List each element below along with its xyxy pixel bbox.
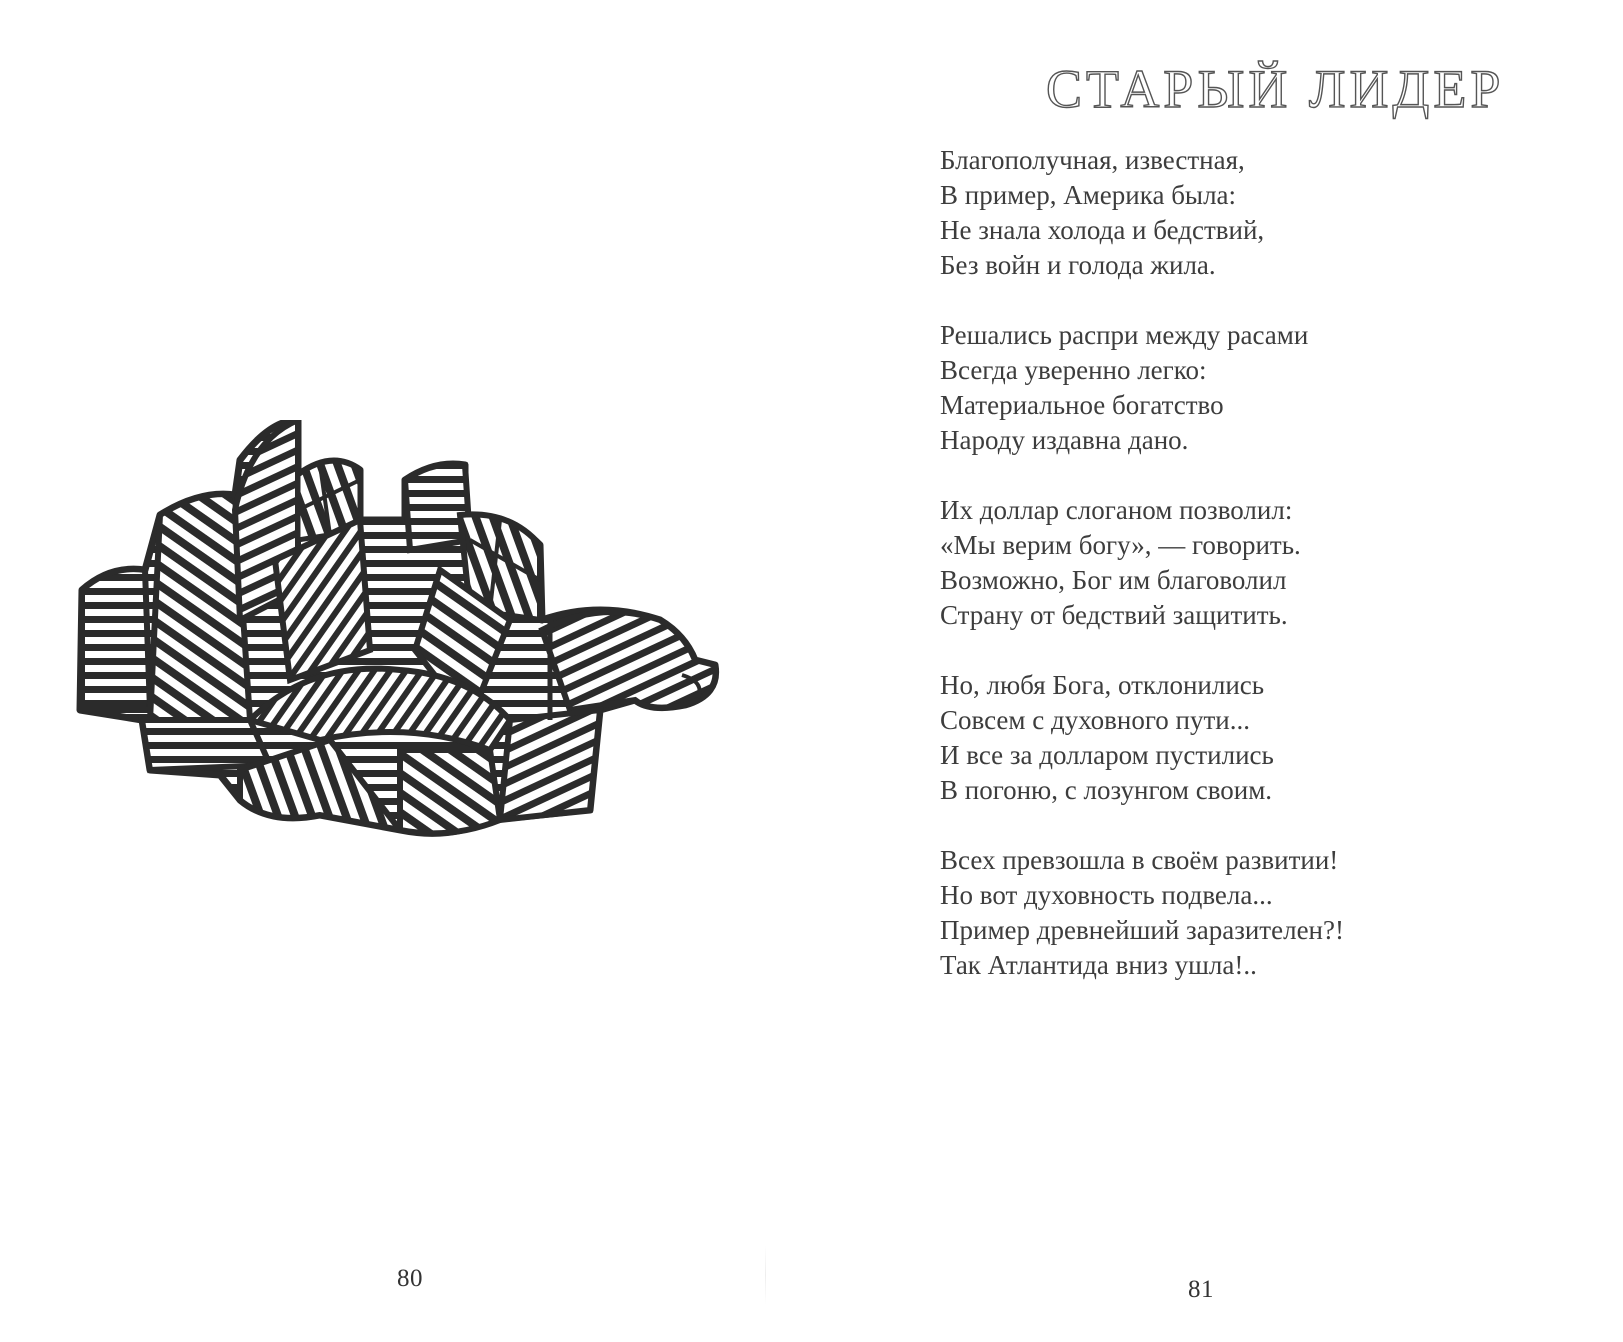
striped-ink-illustration [70, 420, 750, 860]
stanza-5 [940, 843, 1590, 983]
poem-line: Материальное богатство [940, 390, 1224, 420]
poem-line: Возможно, Бог им благоволил [940, 565, 1287, 595]
poem-line: Но, любя Бога, отклонились [940, 670, 1265, 700]
stanza-4 [940, 668, 1590, 808]
poem-body [940, 143, 1590, 1018]
poem-line: Без войн и голода жила. [940, 250, 1216, 280]
poem-line: Всегда уверенно легко: [940, 355, 1207, 385]
poem-title: СТАРЫЙ ЛИДЕР [1046, 59, 1505, 119]
poem-line: Всех превзошла в своём развитии! [940, 845, 1339, 875]
poem-line: Пример древнейший заразителен?! [940, 915, 1344, 945]
poem-line: Благополучная, известная, [940, 145, 1245, 175]
poem-line: Не знала холода и бедствий, [940, 215, 1265, 245]
page-number-left: 80 [397, 1265, 423, 1292]
stanza-2 [940, 318, 1590, 458]
poem-line: Народу издавна дано. [940, 425, 1189, 455]
poem-line: В погоню, с лозунгом своим. [940, 775, 1273, 805]
poem-line: Их доллар слоганом позволил: [940, 495, 1293, 525]
poem-line: Страну от бедствий защитить. [940, 600, 1288, 630]
poem-line: Но вот духовность подвела... [940, 880, 1273, 910]
poem-line: И все за долларом пустились [940, 740, 1274, 770]
poem-line: «Мы верим богу», — говорить. [940, 530, 1301, 560]
poem-line: В пример, Америка была: [940, 180, 1237, 210]
poem-line: Решались распри между расами [940, 320, 1309, 350]
page-number-right: 81 [1188, 1276, 1214, 1303]
poem-line: Совсем с духовного пути... [940, 705, 1250, 735]
stanza-1 [940, 143, 1590, 283]
poem-line: Так Атлантида вниз ушла!.. [940, 950, 1257, 980]
right-page [765, 0, 1623, 1342]
stanza-3 [940, 493, 1590, 633]
left-page [0, 0, 765, 1342]
